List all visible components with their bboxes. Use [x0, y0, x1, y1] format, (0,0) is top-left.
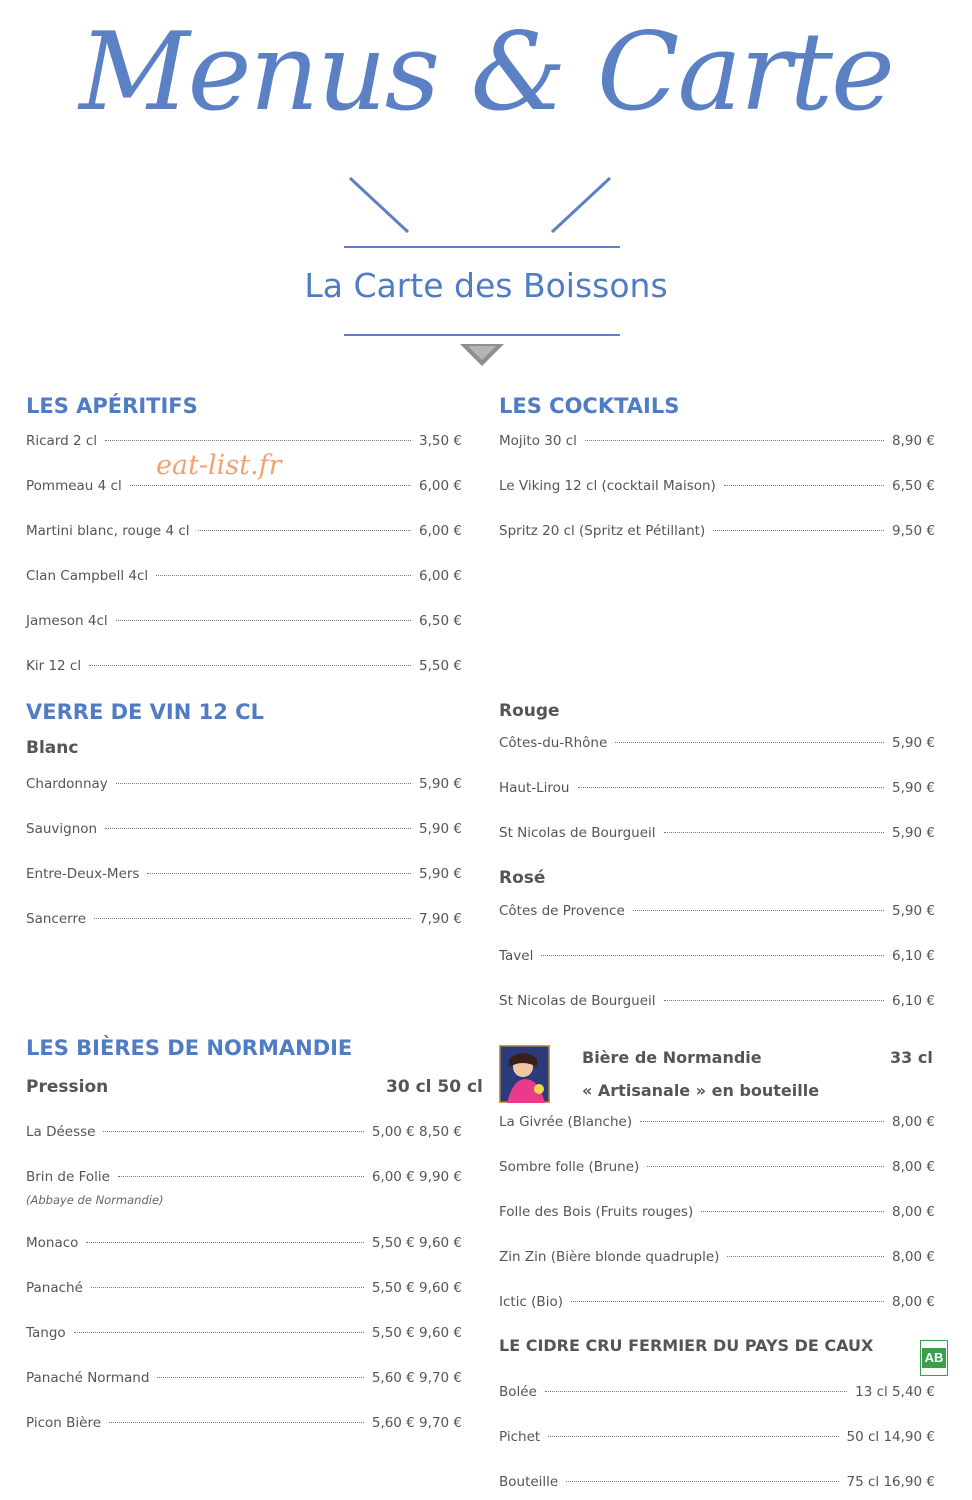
- list-item: [26, 1370, 462, 1388]
- list-item: [26, 523, 462, 541]
- dotted-leader: [647, 1166, 884, 1167]
- item-price: 7,90 €: [419, 911, 462, 927]
- subsection-title-blanc: Blanc: [26, 738, 79, 758]
- list-item: [26, 866, 462, 884]
- organic-ab-logo: [920, 1340, 948, 1376]
- item-price: 6,10 €: [892, 993, 935, 1009]
- list-item: [499, 993, 935, 1011]
- list-item: [499, 478, 935, 496]
- list-item: [26, 658, 462, 676]
- aperitifs-list: [26, 433, 462, 676]
- item-price: 3,50 €: [419, 433, 462, 449]
- item-name: Pommeau 4 cl: [26, 478, 122, 494]
- item-price: 5,60 € 9,70 €: [371, 1415, 462, 1431]
- dotted-leader: [548, 1436, 838, 1437]
- item-name: Folle des Bois (Fruits rouges): [499, 1204, 694, 1220]
- list-item: [26, 1124, 462, 1142]
- item-price: 6,00 €: [419, 523, 462, 539]
- beer-label-image: [499, 1045, 550, 1103]
- list-item: [26, 776, 462, 794]
- bouteille-title-line1: Bière de Normandie: [582, 1048, 762, 1067]
- dotted-leader: [109, 1422, 364, 1423]
- item-name: Ricard 2 cl: [26, 433, 98, 449]
- item-price: 8,00 €: [892, 1294, 935, 1310]
- dotted-leader: [615, 742, 884, 743]
- item-name: La Givrée (Blanche): [499, 1114, 633, 1130]
- dotted-leader: [91, 1287, 364, 1288]
- item-price: 6,50 €: [892, 478, 935, 494]
- item-name: Brin de Folie: [26, 1169, 110, 1185]
- item-name: Sancerre: [26, 911, 86, 927]
- list-item: [26, 478, 462, 496]
- bouteille-title-line2: « Artisanale » en bouteille: [582, 1081, 820, 1100]
- bouteille-size: 33 cl: [890, 1048, 933, 1067]
- list-item: [26, 613, 462, 631]
- cidre-list: [499, 1384, 935, 1492]
- dotted-leader: [585, 440, 884, 441]
- item-price: 5,90 €: [419, 821, 462, 837]
- item-price: 6,50 €: [419, 613, 462, 629]
- item-price: 75 cl 16,90 €: [846, 1474, 935, 1490]
- item-name: Haut-Lirou: [499, 780, 570, 796]
- bouteille-list: [499, 1114, 935, 1312]
- item-price: 5,90 €: [419, 776, 462, 792]
- dotted-leader: [157, 1377, 363, 1378]
- divider-top: [344, 246, 620, 248]
- list-item: [26, 821, 462, 839]
- item-name: Martini blanc, rouge 4 cl: [26, 523, 190, 539]
- item-note: (Abbaye de Normandie): [26, 1193, 164, 1207]
- dotted-leader: [578, 787, 885, 788]
- item-name: Pichet: [499, 1429, 541, 1445]
- dotted-leader: [640, 1121, 884, 1122]
- list-item: [26, 1280, 462, 1298]
- item-price: 6,10 €: [892, 948, 935, 964]
- vin-rouge-list: [499, 735, 935, 843]
- dotted-leader: [105, 440, 411, 441]
- item-price: 8,00 €: [892, 1249, 935, 1265]
- list-item: [26, 433, 462, 451]
- watermark: eat-list.fr: [156, 450, 282, 481]
- ab-logo-text: AB: [922, 1348, 946, 1368]
- item-name: Clan Campbell 4cl: [26, 568, 149, 584]
- decorative-chevron-lines: [344, 172, 624, 242]
- dotted-leader: [633, 910, 884, 911]
- item-price: 6,00 €: [419, 568, 462, 584]
- list-item: [499, 825, 935, 843]
- divider-bottom: [344, 334, 620, 336]
- item-name: Kir 12 cl: [26, 658, 82, 674]
- item-name: Mojito 30 cl: [499, 433, 577, 449]
- dotted-leader: [103, 1131, 363, 1132]
- list-item: [499, 1384, 935, 1402]
- item-price: 8,00 €: [892, 1204, 935, 1220]
- list-item: [499, 1294, 935, 1312]
- item-price: 5,50 € 9,60 €: [371, 1235, 462, 1251]
- dotted-leader: [545, 1391, 847, 1392]
- dotted-leader: [86, 1242, 363, 1243]
- item-name: Spritz 20 cl (Spritz et Pétillant): [499, 523, 706, 539]
- item-price: 8,00 €: [892, 1159, 935, 1175]
- item-price: 13 cl 5,40 €: [855, 1384, 935, 1400]
- item-price: 6,00 € 9,90 €: [371, 1169, 462, 1185]
- list-item: [26, 1325, 462, 1343]
- dotted-leader: [541, 955, 884, 956]
- page-subtitle: La Carte des Boissons: [304, 266, 668, 305]
- item-price: 6,00 €: [419, 478, 462, 494]
- dotted-leader: [105, 828, 411, 829]
- dotted-leader: [89, 665, 411, 666]
- cocktails-list: [499, 433, 935, 541]
- item-price: 50 cl 14,90 €: [846, 1429, 935, 1445]
- item-name: Sauvignon: [26, 821, 98, 837]
- list-item: [499, 1114, 935, 1132]
- list-item: [26, 1235, 462, 1253]
- item-price: 5,50 € 9,60 €: [371, 1325, 462, 1341]
- pression-columns-header: 30 cl 50 cl: [386, 1077, 483, 1097]
- item-name: Le Viking 12 cl (cocktail Maison): [499, 478, 716, 494]
- item-price: 5,90 €: [892, 825, 935, 841]
- down-triangle-icon: [460, 344, 504, 368]
- item-name: Tango: [26, 1325, 66, 1341]
- dotted-leader: [198, 530, 411, 531]
- item-name: Côtes-du-Rhône: [499, 735, 608, 751]
- item-price: 5,90 €: [892, 903, 935, 919]
- item-name: St Nicolas de Bourgueil: [499, 993, 656, 1009]
- subsection-title-pression: Pression: [26, 1077, 109, 1097]
- dotted-leader: [571, 1301, 884, 1302]
- item-name: Monaco: [26, 1235, 79, 1251]
- item-name: Sombre folle (Brune): [499, 1159, 640, 1175]
- item-name: Zin Zin (Bière blonde quadruple): [499, 1249, 720, 1265]
- item-price: 5,00 € 8,50 €: [371, 1124, 462, 1140]
- list-item: [499, 780, 935, 798]
- dotted-leader: [116, 783, 411, 784]
- dotted-leader: [727, 1256, 884, 1257]
- dotted-leader: [156, 575, 411, 576]
- list-item: [26, 568, 462, 586]
- pression-list: [26, 1124, 462, 1433]
- list-item: [499, 433, 935, 451]
- item-name: Panaché: [26, 1280, 83, 1296]
- vin-blanc-list: [26, 776, 462, 929]
- dotted-leader: [664, 1000, 885, 1001]
- vin-rose-list: [499, 903, 935, 1011]
- subsection-title-rose: Rosé: [499, 868, 546, 888]
- list-item: [499, 1474, 935, 1492]
- dotted-leader: [116, 620, 411, 621]
- item-name: La Déesse: [26, 1124, 96, 1140]
- item-price: 5,90 €: [419, 866, 462, 882]
- list-item: [499, 948, 935, 966]
- item-name: Côtes de Provence: [499, 903, 625, 919]
- page-title: Menus & Carte: [79, 10, 893, 135]
- section-title-cocktails: LES COCKTAILS: [499, 394, 680, 418]
- item-name: Ictic (Bio): [499, 1294, 563, 1310]
- item-price: 9,50 €: [892, 523, 935, 539]
- dotted-leader: [701, 1211, 884, 1212]
- list-item: [26, 1415, 462, 1433]
- list-item: [499, 1249, 935, 1267]
- item-price: 5,50 € 9,60 €: [371, 1280, 462, 1296]
- section-title-vin: VERRE DE VIN 12 CL: [26, 700, 264, 724]
- dotted-leader: [94, 918, 411, 919]
- dotted-leader: [566, 1481, 838, 1482]
- section-title-bieres: LES BIÈRES DE NORMANDIE: [26, 1036, 353, 1060]
- item-price: 8,90 €: [892, 433, 935, 449]
- item-name: Chardonnay: [26, 776, 108, 792]
- section-title-cidre: LE CIDRE CRU FERMIER DU PAYS DE CAUX: [499, 1336, 874, 1355]
- dotted-leader: [118, 1176, 364, 1177]
- item-name: Bolée: [499, 1384, 537, 1400]
- list-item: [499, 1204, 935, 1222]
- list-item: [26, 911, 462, 929]
- item-name: Bouteille: [499, 1474, 559, 1490]
- item-price: 8,00 €: [892, 1114, 935, 1130]
- item-name: St Nicolas de Bourgueil: [499, 825, 656, 841]
- list-item: [499, 903, 935, 921]
- list-item: [499, 735, 935, 753]
- item-name: Picon Bière: [26, 1415, 102, 1431]
- item-name: Jameson 4cl: [26, 613, 108, 629]
- item-price: 5,50 €: [419, 658, 462, 674]
- list-item: [499, 523, 935, 541]
- item-name: Tavel: [499, 948, 534, 964]
- dotted-leader: [147, 873, 411, 874]
- item-price: 5,60 € 9,70 €: [371, 1370, 462, 1386]
- dotted-leader: [724, 485, 884, 486]
- item-price: 5,90 €: [892, 735, 935, 751]
- dotted-leader: [664, 832, 885, 833]
- list-item: [499, 1429, 935, 1447]
- list-item: [26, 1169, 462, 1187]
- subsection-title-rouge: Rouge: [499, 701, 560, 721]
- dotted-leader: [713, 530, 884, 531]
- dotted-leader: [130, 485, 411, 486]
- item-price: 5,90 €: [892, 780, 935, 796]
- item-name: Panaché Normand: [26, 1370, 150, 1386]
- list-item: [499, 1159, 935, 1177]
- item-name: Entre-Deux-Mers: [26, 866, 140, 882]
- section-title-aperitifs: LES APÉRITIFS: [26, 394, 198, 418]
- dotted-leader: [74, 1332, 364, 1333]
